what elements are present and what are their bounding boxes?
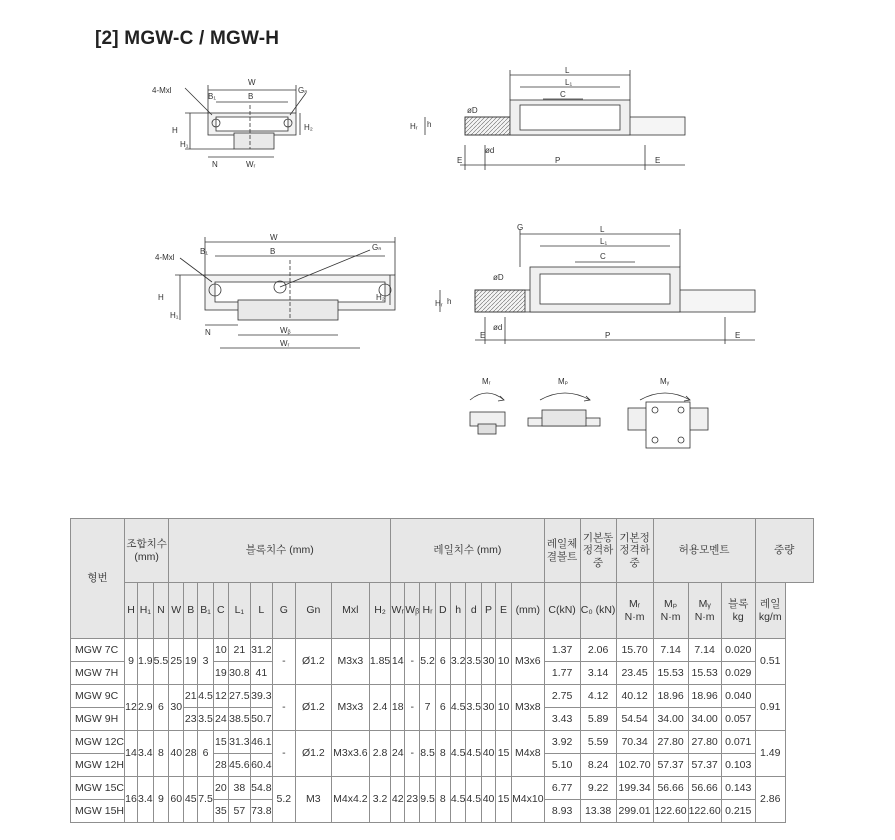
table-cell: - [405, 685, 420, 731]
label-e-right-large: E [735, 331, 741, 340]
label-w: W [248, 78, 256, 87]
table-cell: 8.93 [544, 800, 580, 823]
col-h: H [125, 583, 138, 639]
table-cell: 12 [125, 685, 138, 731]
table-cell: 30 [482, 685, 496, 731]
table-cell: M4x4.2 [331, 777, 369, 823]
header-dynamic-load: 기본동 정격하중 [580, 519, 616, 583]
table-cell: 5.10 [544, 754, 580, 777]
table-cell: 15.53 [688, 662, 721, 685]
table-cell: 23.45 [616, 662, 653, 685]
table-cell: 5.89 [580, 708, 616, 731]
label-n: N [212, 160, 218, 169]
table-cell: 8 [153, 731, 169, 777]
col-l1: L₁ [228, 583, 250, 639]
table-cell: 15 [496, 731, 512, 777]
table-cell: M3x3 [331, 639, 369, 685]
table-cell: 14 [391, 639, 405, 685]
label-phi-d-lower-large: ød [493, 323, 503, 332]
table-cell: 7.14 [688, 639, 721, 662]
table-cell: 18 [391, 685, 405, 731]
table-cell: - [272, 685, 295, 731]
table-cell: 27.5 [228, 685, 250, 708]
table-cell: 2.4 [369, 685, 390, 731]
table-cell: 27.80 [653, 731, 688, 754]
table-cell: MGW 15C [71, 777, 125, 800]
col-c0-kn: C₀ (kN) [580, 583, 616, 639]
col-bolt-unit: (mm) [512, 583, 545, 639]
table-cell: 21 [184, 685, 198, 708]
table-cell: 45.6 [228, 754, 250, 777]
table-cell: MGW 12H [71, 754, 125, 777]
table-cell: M3x3.6 [331, 731, 369, 777]
page-title: [2] MGW-C / MGW-H [95, 28, 280, 49]
label-e-left-large: E [480, 331, 486, 340]
label-h1: H₁ [180, 140, 189, 149]
label-b: B [248, 92, 254, 101]
table-cell: 16 [125, 777, 138, 823]
label-w-large: W [270, 233, 278, 242]
table-cell: 199.34 [616, 777, 653, 800]
table-cell: MGW 15H [71, 800, 125, 823]
label-p-large: P [605, 331, 611, 340]
col-mp: Mₚ N·m [653, 583, 688, 639]
table-cell: MGW 7C [71, 639, 125, 662]
table-cell: 8 [435, 777, 450, 823]
table-cell: 34.00 [653, 708, 688, 731]
col-g: G [272, 583, 295, 639]
table-cell: 27.80 [688, 731, 721, 754]
table-cell: 24 [213, 708, 228, 731]
table-cell: 5.5 [153, 639, 169, 685]
table-cell: 15 [496, 777, 512, 823]
table-cell: 2.8 [369, 731, 390, 777]
table-cell: 54.8 [250, 777, 272, 800]
col-d-upper: D [435, 583, 450, 639]
table-cell: 6.77 [544, 777, 580, 800]
table-cell: 4.5 [450, 731, 466, 777]
table-cell: 45 [184, 777, 198, 823]
table-cell: 6 [153, 685, 169, 731]
table-cell: 3.5 [466, 639, 482, 685]
label-gn-large: Gₙ [372, 243, 382, 252]
table-cell: 60.4 [250, 754, 272, 777]
table-cell: 3.4 [138, 731, 154, 777]
table-cell: 39.3 [250, 685, 272, 708]
table-cell: 4.5 [450, 777, 466, 823]
col-c: C [213, 583, 228, 639]
col-rail-weight: 레일 kg/m [755, 583, 785, 639]
col-e: E [496, 583, 512, 639]
table-cell: MGW 9H [71, 708, 125, 731]
table-cell: 8.24 [580, 754, 616, 777]
header-moment: 허용모멘트 [653, 519, 755, 583]
table-cell: 54.54 [616, 708, 653, 731]
label-h-small: h [427, 120, 432, 129]
table-cell: - [405, 639, 420, 685]
table-cell: 19 [213, 662, 228, 685]
table-cell: 299.01 [616, 800, 653, 823]
col-gn: Gn [295, 583, 331, 639]
table-cell: 3.92 [544, 731, 580, 754]
table-cell: 50.7 [250, 708, 272, 731]
table-cell: 30 [169, 685, 184, 731]
table-cell: 10 [496, 639, 512, 685]
table-cell: 23 [184, 708, 198, 731]
label-4-mxl-large: 4-Mxl [155, 253, 175, 262]
col-b1: B₁ [198, 583, 214, 639]
table-cell: 15.70 [616, 639, 653, 662]
table-row [71, 685, 814, 708]
table-cell: M4x8 [512, 731, 545, 777]
table-cell: 8.5 [420, 731, 436, 777]
label-h: H [172, 126, 178, 135]
table-cell: 23 [405, 777, 420, 823]
col-mxl: Mxl [331, 583, 369, 639]
label-wr-large: Wᵣ [280, 339, 290, 348]
table-cell: 6 [435, 685, 450, 731]
label-l-large: L [600, 225, 605, 234]
header-block: 블록치수 (mm) [169, 519, 391, 583]
table-cell: 3 [198, 639, 214, 685]
label-h2-large: H₂ [376, 293, 385, 302]
table-cell: 31.3 [228, 731, 250, 754]
label-c: C [560, 90, 566, 99]
table-cell: 3.2 [369, 777, 390, 823]
col-wr: Wᵣ [391, 583, 405, 639]
table-cell: 3.5 [466, 685, 482, 731]
label-h2: H₂ [304, 123, 313, 132]
table-cell: M3 [295, 777, 331, 823]
table-cell: 40 [482, 777, 496, 823]
table-cell: MGW 7H [71, 662, 125, 685]
table-cell: 1.85 [369, 639, 390, 685]
label-e-left: E [457, 156, 463, 165]
table-cell: 57 [228, 800, 250, 823]
table-cell: 6 [198, 731, 214, 777]
table-cell: 5.2 [272, 777, 295, 823]
label-g: G [517, 223, 524, 232]
table-cell: 5.59 [580, 731, 616, 754]
col-hr: Hᵣ [420, 583, 436, 639]
label-e-right: E [655, 156, 661, 165]
table-cell: 35 [213, 800, 228, 823]
header-weight: 중량 [755, 519, 813, 583]
table-cell: 0.029 [721, 662, 755, 685]
table-cell: 8 [435, 731, 450, 777]
table-cell: 9.5 [420, 777, 436, 823]
label-c-large: C [600, 252, 606, 261]
label-my: Mᵧ [660, 377, 670, 386]
col-h2: H₂ [369, 583, 390, 639]
table-cell: - [405, 731, 420, 777]
table-cell: 9 [125, 639, 138, 685]
table-cell: - [272, 731, 295, 777]
col-h-small: h [450, 583, 466, 639]
table-cell: 0.51 [755, 639, 785, 685]
header-model: 형번 [71, 519, 125, 639]
label-h-small-large: h [447, 297, 452, 306]
table-cell: 4.5 [466, 777, 482, 823]
front-view-drawing-small [150, 75, 320, 175]
label-l: L [565, 66, 570, 75]
col-n: N [153, 583, 169, 639]
table-cell: 9 [153, 777, 169, 823]
header-static-load: 기본정 정격하중 [616, 519, 653, 583]
table-cell: 70.34 [616, 731, 653, 754]
table-cell: 28 [184, 731, 198, 777]
col-c-kn: C(kN) [544, 583, 580, 639]
table-row [71, 777, 814, 800]
label-wr: Wᵣ [246, 160, 256, 169]
table-cell: 24 [391, 731, 405, 777]
table-cell: 56.66 [688, 777, 721, 800]
col-b: B [184, 583, 198, 639]
table-cell: 57.37 [653, 754, 688, 777]
table-cell: 12 [213, 685, 228, 708]
table-cell: 14 [125, 731, 138, 777]
table-cell: 56.66 [653, 777, 688, 800]
table-row [71, 731, 814, 754]
table-cell: M4x10 [512, 777, 545, 823]
label-mp: Mₚ [558, 377, 569, 386]
table-cell: 7 [420, 685, 436, 731]
table-cell: 18.96 [688, 685, 721, 708]
table-cell: 57.37 [688, 754, 721, 777]
table-cell: - [272, 639, 295, 685]
table-cell: 7.14 [653, 639, 688, 662]
col-mr: Mᵣ N·m [616, 583, 653, 639]
table-cell: 1.49 [755, 731, 785, 777]
label-b-large: B [270, 247, 276, 256]
table-cell: 0.215 [721, 800, 755, 823]
table-cell: 3.14 [580, 662, 616, 685]
table-cell: 28 [213, 754, 228, 777]
table-cell: Ø1.2 [295, 685, 331, 731]
table-cell: Ø1.2 [295, 639, 331, 685]
label-h1-large: H₁ [170, 311, 179, 320]
table-cell: 18.96 [653, 685, 688, 708]
table-cell: 122.60 [653, 800, 688, 823]
table-cell: 4.5 [198, 685, 214, 708]
table-cell: 2.86 [755, 777, 785, 823]
table-cell: 30.8 [228, 662, 250, 685]
table-cell: 5.2 [420, 639, 436, 685]
table-cell: 40 [169, 731, 184, 777]
label-phi-d-lower: ød [485, 146, 495, 155]
table-cell: 19 [184, 639, 198, 685]
table-cell: 13.38 [580, 800, 616, 823]
table-cell: 20 [213, 777, 228, 800]
col-l: L [250, 583, 272, 639]
col-p: P [482, 583, 496, 639]
table-cell: Ø1.2 [295, 731, 331, 777]
table-cell: 41 [250, 662, 272, 685]
label-phi-d-upper-large: øD [493, 273, 504, 282]
table-cell: 2.75 [544, 685, 580, 708]
table-cell: 42 [391, 777, 405, 823]
side-view-drawing-large [435, 222, 760, 347]
table-cell: 40 [482, 731, 496, 777]
side-view-drawing-small [405, 65, 695, 175]
label-p: P [555, 156, 561, 165]
col-w: W [169, 583, 184, 639]
spec-table [70, 518, 814, 823]
table-cell: 3.5 [198, 708, 214, 731]
table-cell: MGW 9C [71, 685, 125, 708]
label-mr: Mᵣ [482, 377, 491, 386]
header-assembly: 조합치수 (mm) [125, 519, 169, 583]
table-cell: 3.4 [138, 777, 154, 823]
table-cell: 1.9 [138, 639, 154, 685]
table-cell: 73.8 [250, 800, 272, 823]
table-cell: 4.5 [450, 685, 466, 731]
table-cell: 38 [228, 777, 250, 800]
col-my: Mᵧ N·m [688, 583, 721, 639]
table-cell: 3.43 [544, 708, 580, 731]
table-cell: 30 [482, 639, 496, 685]
col-wb: Wᵦ [405, 583, 420, 639]
table-cell: 10 [496, 685, 512, 731]
table-cell: 7.5 [198, 777, 214, 823]
table-cell: 0.071 [721, 731, 755, 754]
table-cell: 2.06 [580, 639, 616, 662]
table-cell: M3x3 [331, 685, 369, 731]
table-cell: 102.70 [616, 754, 653, 777]
label-wb-large: Wᵦ [280, 326, 291, 335]
label-gn: Gₙ [298, 86, 308, 95]
label-l1: L₁ [565, 78, 573, 87]
table-cell: 25 [169, 639, 184, 685]
table-cell: 122.60 [688, 800, 721, 823]
table-cell: M3x6 [512, 639, 545, 685]
table-cell: 10 [213, 639, 228, 662]
table-cell: MGW 12C [71, 731, 125, 754]
table-cell: 0.020 [721, 639, 755, 662]
front-view-drawing-large [150, 230, 395, 355]
table-cell: 6 [435, 639, 450, 685]
table-cell: 0.91 [755, 685, 785, 731]
table-cell: 31.2 [250, 639, 272, 662]
table-cell: 40.12 [616, 685, 653, 708]
table-cell: 9.22 [580, 777, 616, 800]
label-phi-d-upper: øD [467, 106, 478, 115]
label-n-large: N [205, 328, 211, 337]
label-b1: B₁ [208, 92, 217, 101]
table-cell: 0.040 [721, 685, 755, 708]
label-4-mxl: 4-Mxl [152, 86, 172, 95]
table-cell: 4.12 [580, 685, 616, 708]
moment-diagrams [460, 372, 720, 462]
table-row [71, 639, 814, 662]
table-cell: 60 [169, 777, 184, 823]
table-cell: 1.37 [544, 639, 580, 662]
table-cell: 0.103 [721, 754, 755, 777]
table-cell: 46.1 [250, 731, 272, 754]
table-cell: 15 [213, 731, 228, 754]
table-cell: 38.5 [228, 708, 250, 731]
label-b1-large: B₁ [200, 247, 209, 256]
col-d-lower: d [466, 583, 482, 639]
label-h-large: H [158, 293, 164, 302]
col-block-weight: 블록 kg [721, 583, 755, 639]
table-cell: 21 [228, 639, 250, 662]
table-cell: 0.143 [721, 777, 755, 800]
label-l1-large: L₁ [600, 237, 608, 246]
label-hr-large: Hᵣ [435, 299, 443, 308]
table-cell: 1.77 [544, 662, 580, 685]
header-rail: 레일치수 (mm) [391, 519, 544, 583]
label-hr: Hᵣ [410, 122, 418, 131]
table-cell: 3.2 [450, 639, 466, 685]
table-cell: 34.00 [688, 708, 721, 731]
header-bolt: 레일체 결볼트 [544, 519, 580, 583]
table-cell: M3x8 [512, 685, 545, 731]
table-cell: 15.53 [653, 662, 688, 685]
table-cell: 0.057 [721, 708, 755, 731]
table-cell: 4.5 [466, 731, 482, 777]
col-h1: H₁ [138, 583, 154, 639]
table-cell: 2.9 [138, 685, 154, 731]
